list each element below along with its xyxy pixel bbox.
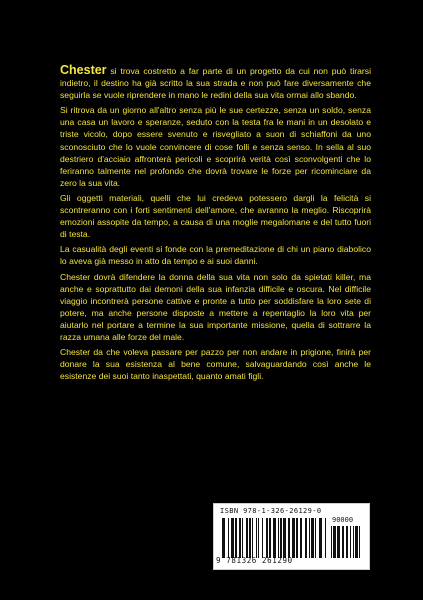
barcode-icon xyxy=(222,518,326,558)
paragraph-5: Chester dovrà difendere la donna della sua vita non solo da spietati killer, ma anche e soprattutto dai demoni della sua infanzia difficile e oscura. Nel difficile viaggio incontrerà persone cattive e pronte a tutto per soddisfare la loro sete di potere, ma anche persone disposte a mettere a repentaglio la loro vita per aiutarlo nel portare a termine la sua importante missione, quella di sottrarre la razza umana alle forze del male. xyxy=(60,271,371,342)
isbn-label: ISBN 978-1-326-26129-0 xyxy=(220,507,322,515)
barcode-panel xyxy=(213,503,370,570)
paragraph-6: Chester da che voleva passare per pazzo per non andare in prigione, finirà per donare la sua esistenza al bene comune, salvaguardando così anche le esistenze dei suoi tanto inaspettati, quanto amati figli. xyxy=(60,347,371,382)
paragraph-1 xyxy=(60,64,371,101)
blurb-text xyxy=(60,64,371,385)
paragraph-3: Gli oggetti materiali, quelli che lui credeva potessero dargli la felicità si scontreranno con i forti sentimenti dell'amore, che avranno la meglio. Riscoprirà emozioni assopite da tempo, a causa di una moglie megalomane e del tutto fuori di testa. xyxy=(60,192,371,240)
addon-barcode-icon xyxy=(331,526,363,566)
price-code: 90000 xyxy=(332,516,354,524)
lead-word: Chester xyxy=(60,63,107,77)
paragraph-2: Si ritrova da un giorno all'altro senza più le sue certezze, senza un soldo, senza una casa un lavoro e speranze, seduto con la testa fra le mani in un desolato e triste vicolo, dopo essere svenuto e risvegliato a suon di schiaffoni da uno sconosciuto che lo vuole convincere di cose folli e senza senso. In sella al suo destriero d'acciaio affronterà pericoli e scoprirà verità così sconvolgenti che lo feriranno talmente nel profondo che dovrà trovare le forze per ricominciare da zero la sua vita. xyxy=(60,105,371,188)
barcode-digits: 9 781326 261290 xyxy=(216,556,293,565)
paragraph-1-text: si trova costretto a far parte di un progetto da cui non può tirarsi indietro, il destino ha già scritto la sua strada e non può fare diversamente che seguirla se vuole riprendere in mano le redini della sua vita ormai allo sbando. xyxy=(60,66,371,101)
paragraph-4: La casualità degli eventi si fonde con la premeditazione di chi un piano diabolico lo aveva già messo in atto da tempo e ai suoi danni. xyxy=(60,244,371,267)
